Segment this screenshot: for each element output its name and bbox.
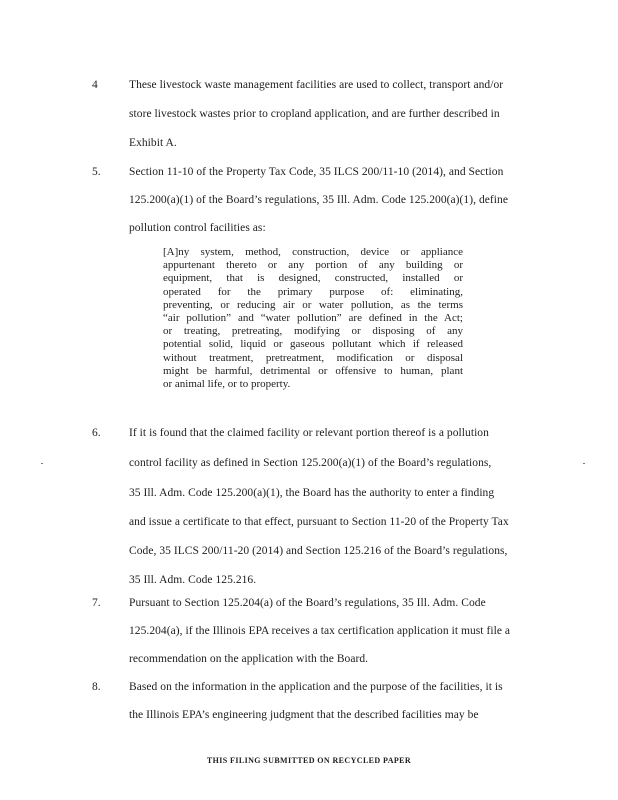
text-line: and issue a certificate to that effect, pursuant to Section 11-20 of the Property Tax bbox=[129, 516, 509, 528]
paragraph-number: 4 bbox=[92, 79, 98, 91]
quote-line: [A]ny system, method, construction, device or appliance bbox=[163, 246, 463, 258]
text-line: Section 11-10 of the Property Tax Code, 35 ILCS 200/11-10 (2014), and Section bbox=[129, 166, 504, 178]
paragraph-number: 5. bbox=[92, 166, 101, 178]
text-line: Code, 35 ILCS 200/11-20 (2014) and Section 125.216 of the Board’s regulations, bbox=[129, 545, 508, 557]
recycled-paper-footer: THIS FILING SUBMITTED ON RECYCLED PAPER bbox=[206, 756, 412, 765]
quote-line: potential solid, liquid or gaseous pollutant which if released bbox=[163, 338, 463, 351]
text-line: If it is found that the claimed facility or relevant portion thereof is a pollution bbox=[129, 427, 489, 439]
text-line: These livestock waste management facilities are used to collect, transport and/or bbox=[129, 79, 504, 91]
quote-line: operated for the primary purpose of: eliminating, bbox=[163, 285, 463, 298]
paragraph-number: 8. bbox=[92, 681, 101, 693]
quote-line: appurtenant thereto or any portion of any building or bbox=[163, 259, 463, 272]
text-line: store livestock wastes prior to cropland application, and are further described in bbox=[129, 108, 500, 120]
quote-line: preventing, or reducing air or water pollution, as the terms bbox=[163, 298, 463, 311]
text-line: pollution control facilities as: bbox=[129, 222, 266, 234]
text-line: the Illinois EPA’s engineering judgment that the described facilities may be bbox=[129, 709, 479, 721]
text-line: Pursuant to Section 125.204(a) of the Board’s regulations, 35 Ill. Adm. Code bbox=[129, 597, 486, 609]
text-line: recommendation on the application with the Board. bbox=[129, 653, 369, 665]
quote-line: equipment, that is designed, constructed, installed or bbox=[163, 272, 463, 285]
text-line: 35 Ill. Adm. Code 125.200(a)(1), the Board has the authority to enter a finding bbox=[129, 487, 495, 499]
text-line: control facility as defined in Section 125.200(a)(1) of the Board’s regulations, bbox=[129, 457, 492, 469]
block-quote bbox=[163, 246, 463, 391]
scan-speck bbox=[583, 463, 585, 464]
text-line: 125.204(a), if the Illinois EPA receives a tax certification application it must file a bbox=[129, 625, 511, 637]
text-line: 35 Ill. Adm. Code 125.216. bbox=[129, 574, 257, 586]
quote-line: “air pollution” and “water pollution” are defined in the Act; bbox=[163, 312, 463, 325]
paragraph-number: 6. bbox=[92, 427, 101, 439]
text-line: Exhibit A. bbox=[129, 137, 177, 149]
quote-line: without treatment, pretreatment, modification or disposal bbox=[163, 351, 463, 364]
scan-speck bbox=[41, 463, 43, 464]
text-line: Based on the information in the application and the purpose of the facilities, it is bbox=[129, 681, 503, 693]
text-line: 125.200(a)(1) of the Board’s regulations, 35 Ill. Adm. Code 125.200(a)(1), define bbox=[129, 194, 508, 206]
quote-line: or animal life, or to property. bbox=[163, 378, 291, 391]
quote-line: might be harmful, detrimental or offensive to human, plant bbox=[163, 364, 463, 377]
quote-line: or treating, pretreating, modifying or disposing of any bbox=[163, 325, 463, 338]
paragraph-number: 7. bbox=[92, 597, 101, 609]
